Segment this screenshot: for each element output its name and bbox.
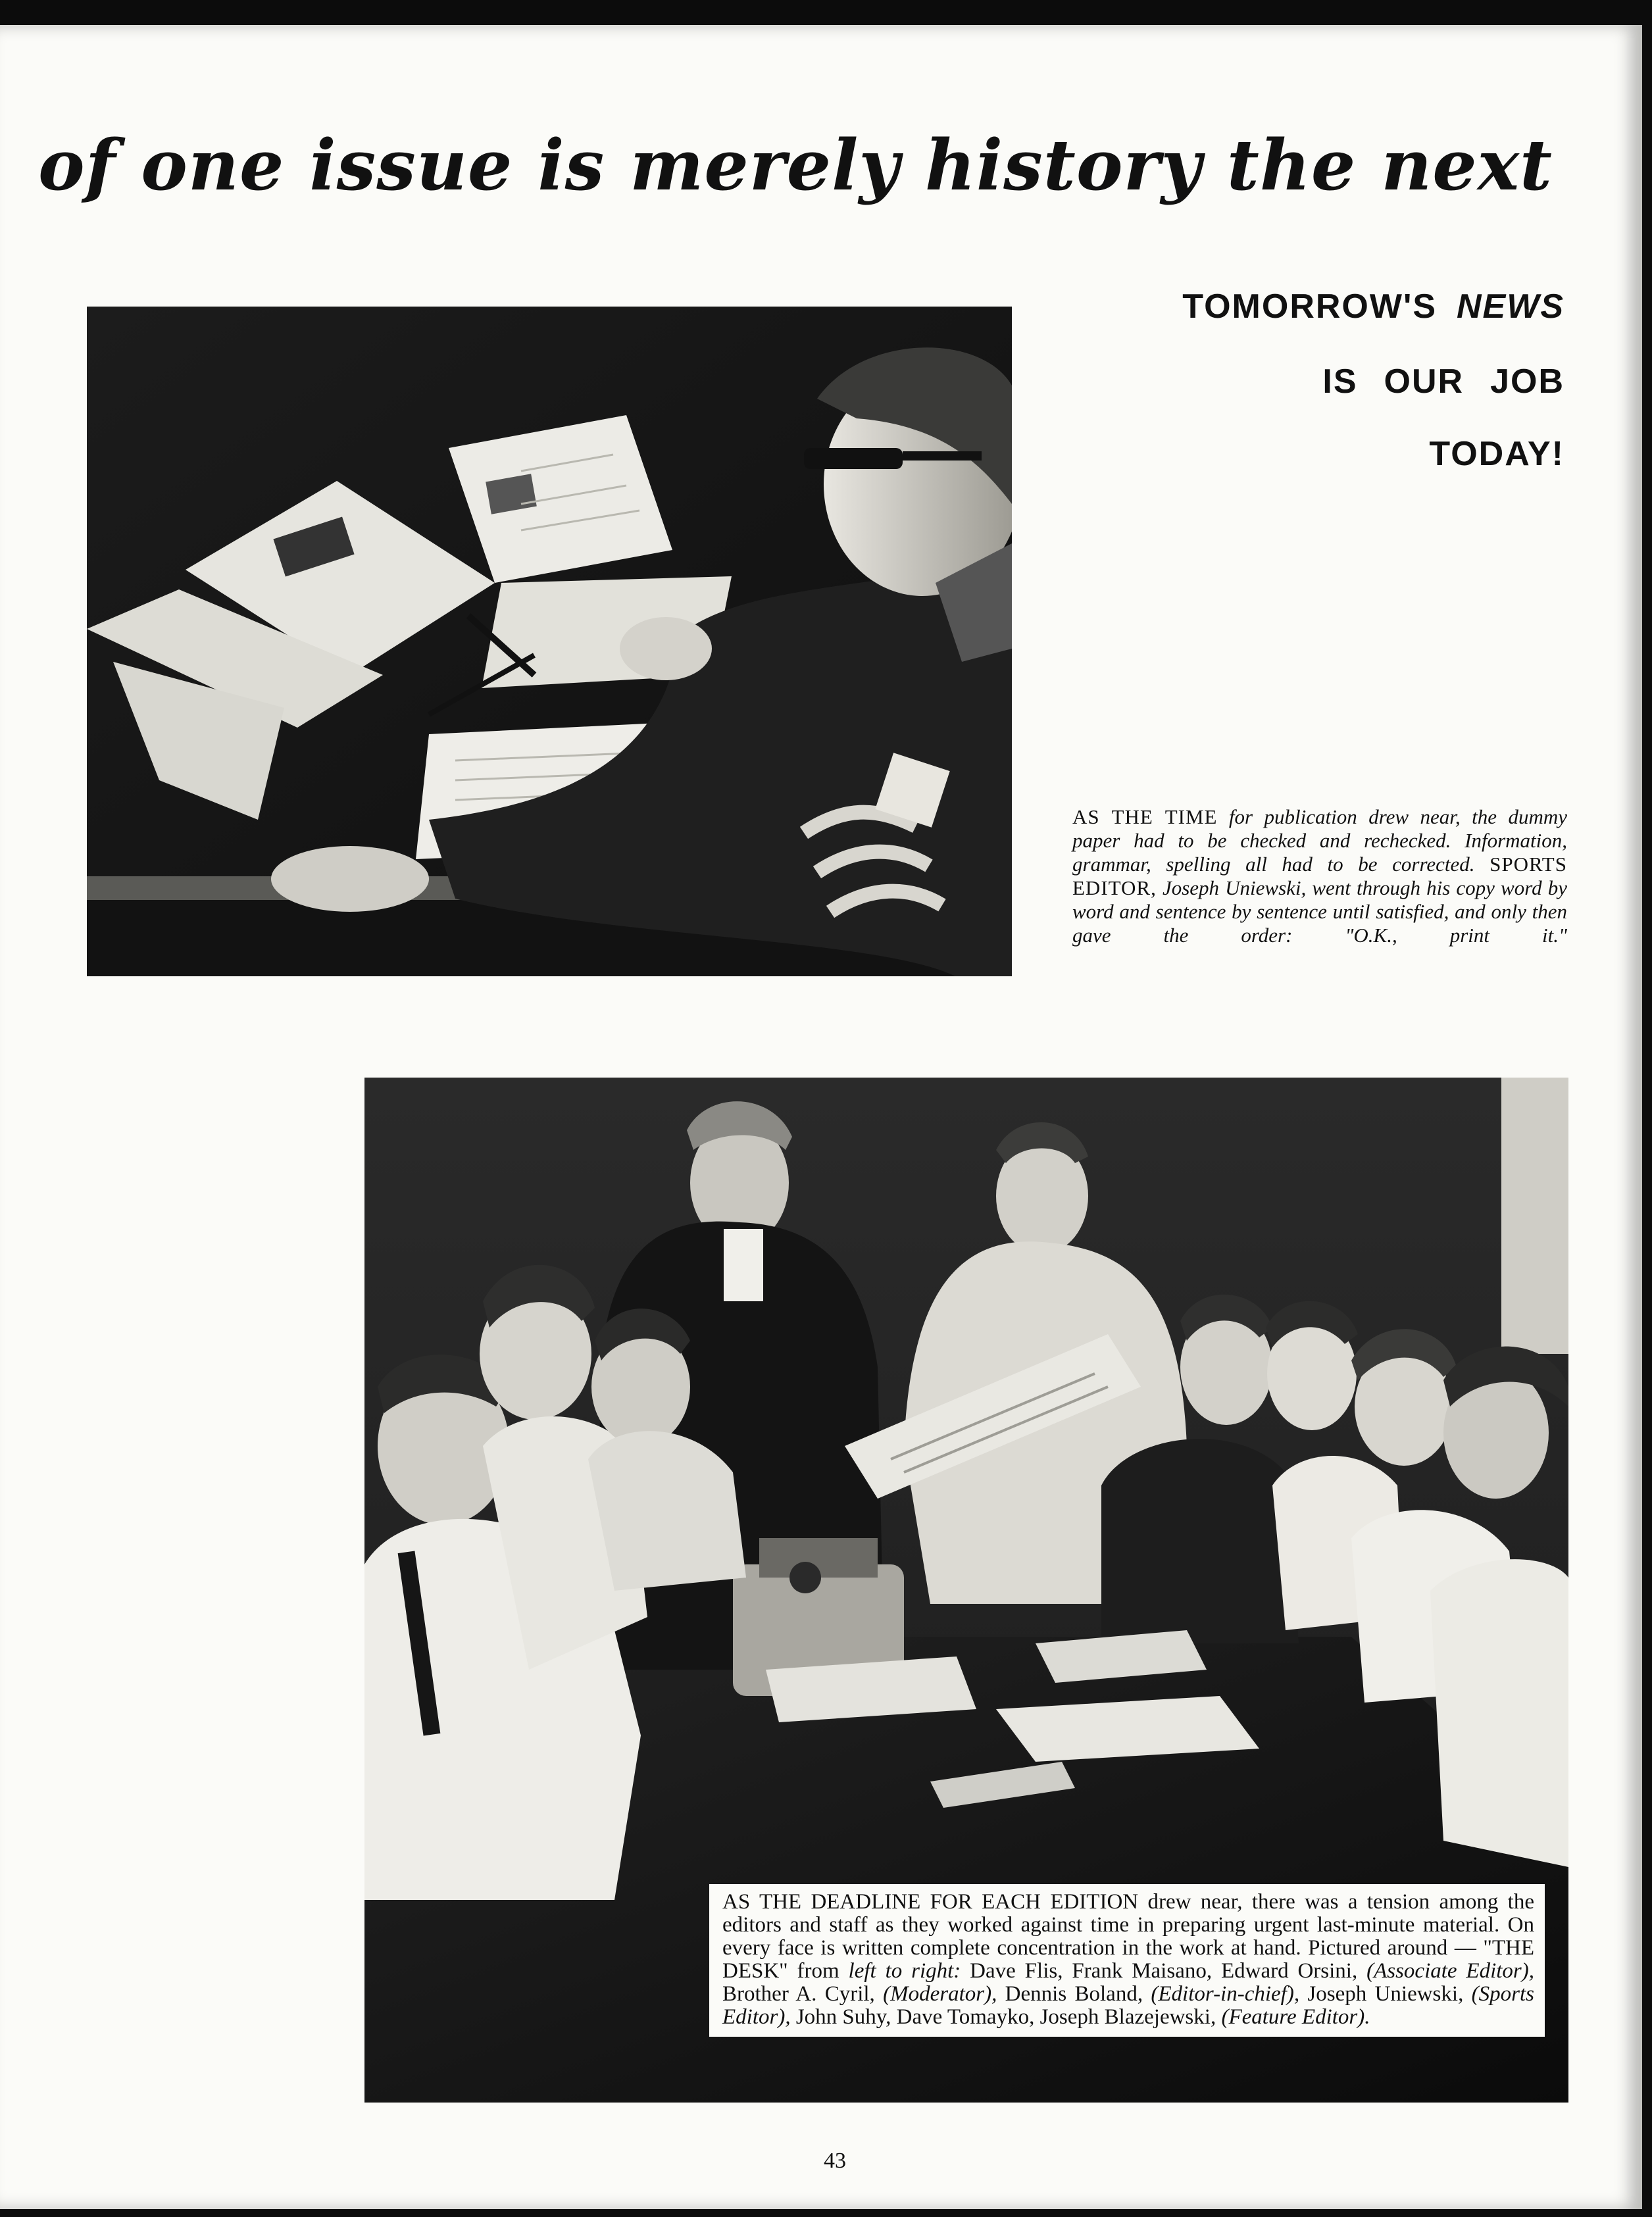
caption-top-text-2: Joseph Uniewski, went through his copy word by word and sentence by sentence until satisfied, and only then gave the order: "O.K., print it." bbox=[1072, 876, 1567, 947]
caption-top bbox=[1072, 805, 1567, 947]
page-headline: of one issue is merely history the next bbox=[38, 124, 1553, 206]
caption-bottom-role-feature: (Feature Editor). bbox=[1221, 2005, 1370, 2029]
caption-bottom-text-2: Dave Flis, Frank Maisano, Edward Orsini, bbox=[961, 1959, 1367, 1983]
caption-top-sports-label: SPORTS EDITOR, bbox=[1072, 853, 1567, 899]
caption-bottom-role-moderator: (Moderator), bbox=[883, 1982, 997, 2006]
caption-bottom-text-6: John Suhy, Dave Tomayko, Joseph Blazejewski, bbox=[790, 2005, 1222, 2029]
caption-bottom bbox=[709, 1884, 1545, 2037]
caption-bottom-role-associate: (Associate Editor), bbox=[1366, 1959, 1535, 1983]
tagline-word-news: NEWS bbox=[1457, 287, 1564, 326]
caption-top-lead: AS THE TIME bbox=[1072, 805, 1218, 828]
caption-bottom-text-5: Joseph Uniewski, bbox=[1299, 1982, 1472, 2006]
caption-bottom-text-3: Brother A. Cyril, bbox=[722, 1982, 884, 2006]
tagline-word-is: IS bbox=[1322, 362, 1358, 401]
caption-bottom-lead: AS THE DEADLINE FOR EACH EDITION bbox=[722, 1890, 1139, 1914]
caption-bottom-text-1: drew near, there was a tension among the editors and staff as they worked against time in preparing urgent last-minute material. On every face is written complete concentration in the work at hand. Pictured around — "THE DESK" from bbox=[722, 1890, 1534, 1983]
tagline-line-3 bbox=[1429, 434, 1564, 474]
caption-bottom-text-4: Dennis Boland, bbox=[997, 1982, 1151, 2006]
tagline-word-job: JOB bbox=[1490, 362, 1564, 401]
tagline-word-our: OUR bbox=[1384, 362, 1464, 401]
photo-sports-editor bbox=[87, 307, 1012, 976]
caption-bottom-ltr: left to right: bbox=[848, 1959, 961, 1983]
page-number: 43 bbox=[824, 2149, 846, 2173]
photo-sports-editor-image bbox=[87, 307, 1012, 976]
tagline-word-today: TODAY! bbox=[1429, 435, 1564, 473]
tagline-line-2 bbox=[1322, 362, 1564, 401]
caption-top-text-1: for publication drew near, the dummy paper had to be checked and rechecked. Information, grammar, spelling all had to be corrected. bbox=[1072, 805, 1567, 876]
tagline-line-1 bbox=[1182, 287, 1564, 326]
yearbook-page bbox=[0, 25, 1642, 2209]
tagline-word-tomorrows: TOMORROW'S bbox=[1182, 287, 1437, 326]
caption-bottom-role-editor: (Editor-in-chief), bbox=[1151, 1982, 1300, 2006]
caption-bottom-role-sports: (Sports Editor), bbox=[722, 1982, 1534, 2029]
